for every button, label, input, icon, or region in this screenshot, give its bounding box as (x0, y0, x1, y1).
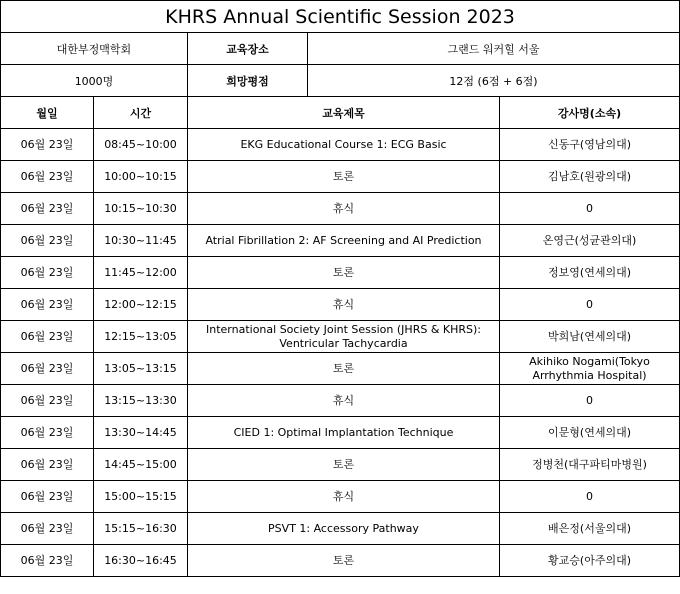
cell-date: 06월 23일 (1, 193, 94, 225)
credits: 12점 (6점 + 6점) (308, 65, 680, 97)
cell-time: 14:45~15:00 (94, 449, 188, 481)
cell-speaker: 0 (500, 481, 680, 513)
table-row (1, 289, 680, 321)
cell-title: 토론 (188, 353, 500, 385)
cell-title: 휴식 (188, 193, 500, 225)
venue-label: 교육장소 (188, 33, 308, 65)
cell-time: 10:00~10:15 (94, 161, 188, 193)
cell-date: 06월 23일 (1, 289, 94, 321)
venue: 그랜드 워커힐 서울 (308, 33, 680, 65)
page-title: KHRS Annual Scientific Session 2023 (1, 1, 680, 33)
cell-time: 11:45~12:00 (94, 257, 188, 289)
cell-title: Atrial Fibrillation 2: AF Screening and AI Prediction (188, 225, 500, 257)
table-row (1, 161, 680, 193)
cell-time: 12:00~12:15 (94, 289, 188, 321)
table-row (1, 321, 680, 353)
cell-speaker: 배은정(서울의대) (500, 513, 680, 545)
cell-date: 06월 23일 (1, 353, 94, 385)
cell-time: 12:15~13:05 (94, 321, 188, 353)
cell-speaker: 0 (500, 289, 680, 321)
cell-time: 08:45~10:00 (94, 129, 188, 161)
cell-speaker: 정병천(대구파티마병원) (500, 449, 680, 481)
cell-title: CIED 1: Optimal Implantation Technique (188, 417, 500, 449)
table-row (1, 449, 680, 481)
cell-time: 10:30~11:45 (94, 225, 188, 257)
cell-date: 06월 23일 (1, 161, 94, 193)
table-row (1, 193, 680, 225)
table-row (1, 545, 680, 577)
organizer: 대한부정맥학회 (1, 33, 188, 65)
cell-title: 토론 (188, 449, 500, 481)
cell-date: 06월 23일 (1, 481, 94, 513)
column-header-time: 시간 (94, 97, 188, 129)
cell-date: 06월 23일 (1, 513, 94, 545)
cell-speaker: 0 (500, 385, 680, 417)
cell-title: 휴식 (188, 481, 500, 513)
cell-speaker: 이문형(연세의대) (500, 417, 680, 449)
table-row (1, 481, 680, 513)
column-header-speaker: 강사명(소속) (500, 97, 680, 129)
table-row (1, 385, 680, 417)
cell-title: EKG Educational Course 1: ECG Basic (188, 129, 500, 161)
table-row (1, 225, 680, 257)
cell-date: 06월 23일 (1, 545, 94, 577)
cell-speaker: 0 (500, 193, 680, 225)
cell-title: 토론 (188, 545, 500, 577)
column-header-row (1, 97, 680, 129)
cell-time: 10:15~10:30 (94, 193, 188, 225)
cell-date: 06월 23일 (1, 257, 94, 289)
table-row (1, 129, 680, 161)
cell-title: 토론 (188, 161, 500, 193)
table-row (1, 417, 680, 449)
cell-time: 13:30~14:45 (94, 417, 188, 449)
table-row (1, 353, 680, 385)
column-header-title: 교육제목 (188, 97, 500, 129)
cell-title: 토론 (188, 257, 500, 289)
cell-time: 15:15~16:30 (94, 513, 188, 545)
cell-speaker: 정보영(연세의대) (500, 257, 680, 289)
table-row (1, 513, 680, 545)
cell-time: 13:05~13:15 (94, 353, 188, 385)
cell-date: 06월 23일 (1, 417, 94, 449)
cell-speaker: 온영근(성균관의대) (500, 225, 680, 257)
column-header-date: 월일 (1, 97, 94, 129)
cell-title: PSVT 1: Accessory Pathway (188, 513, 500, 545)
capacity: 1000명 (1, 65, 188, 97)
cell-speaker: 신동구(영남의대) (500, 129, 680, 161)
cell-speaker: 박희남(연세의대) (500, 321, 680, 353)
cell-title: International Society Joint Session (JHRS & KHRS): Ventricular Tachycardia (188, 321, 500, 353)
cell-date: 06월 23일 (1, 449, 94, 481)
cell-title: 휴식 (188, 385, 500, 417)
cell-date: 06월 23일 (1, 385, 94, 417)
cell-speaker: 황교승(아주의대) (500, 545, 680, 577)
cell-time: 15:00~15:15 (94, 481, 188, 513)
table-row (1, 257, 680, 289)
cell-date: 06월 23일 (1, 225, 94, 257)
cell-title: 휴식 (188, 289, 500, 321)
cell-time: 16:30~16:45 (94, 545, 188, 577)
cell-date: 06월 23일 (1, 321, 94, 353)
credit-label: 희망평점 (188, 65, 308, 97)
cell-date: 06월 23일 (1, 129, 94, 161)
cell-speaker: 김남호(원광의대) (500, 161, 680, 193)
cell-speaker: Akihiko Nogami(Tokyo Arrhythmia Hospital) (500, 353, 680, 385)
cell-time: 13:15~13:30 (94, 385, 188, 417)
